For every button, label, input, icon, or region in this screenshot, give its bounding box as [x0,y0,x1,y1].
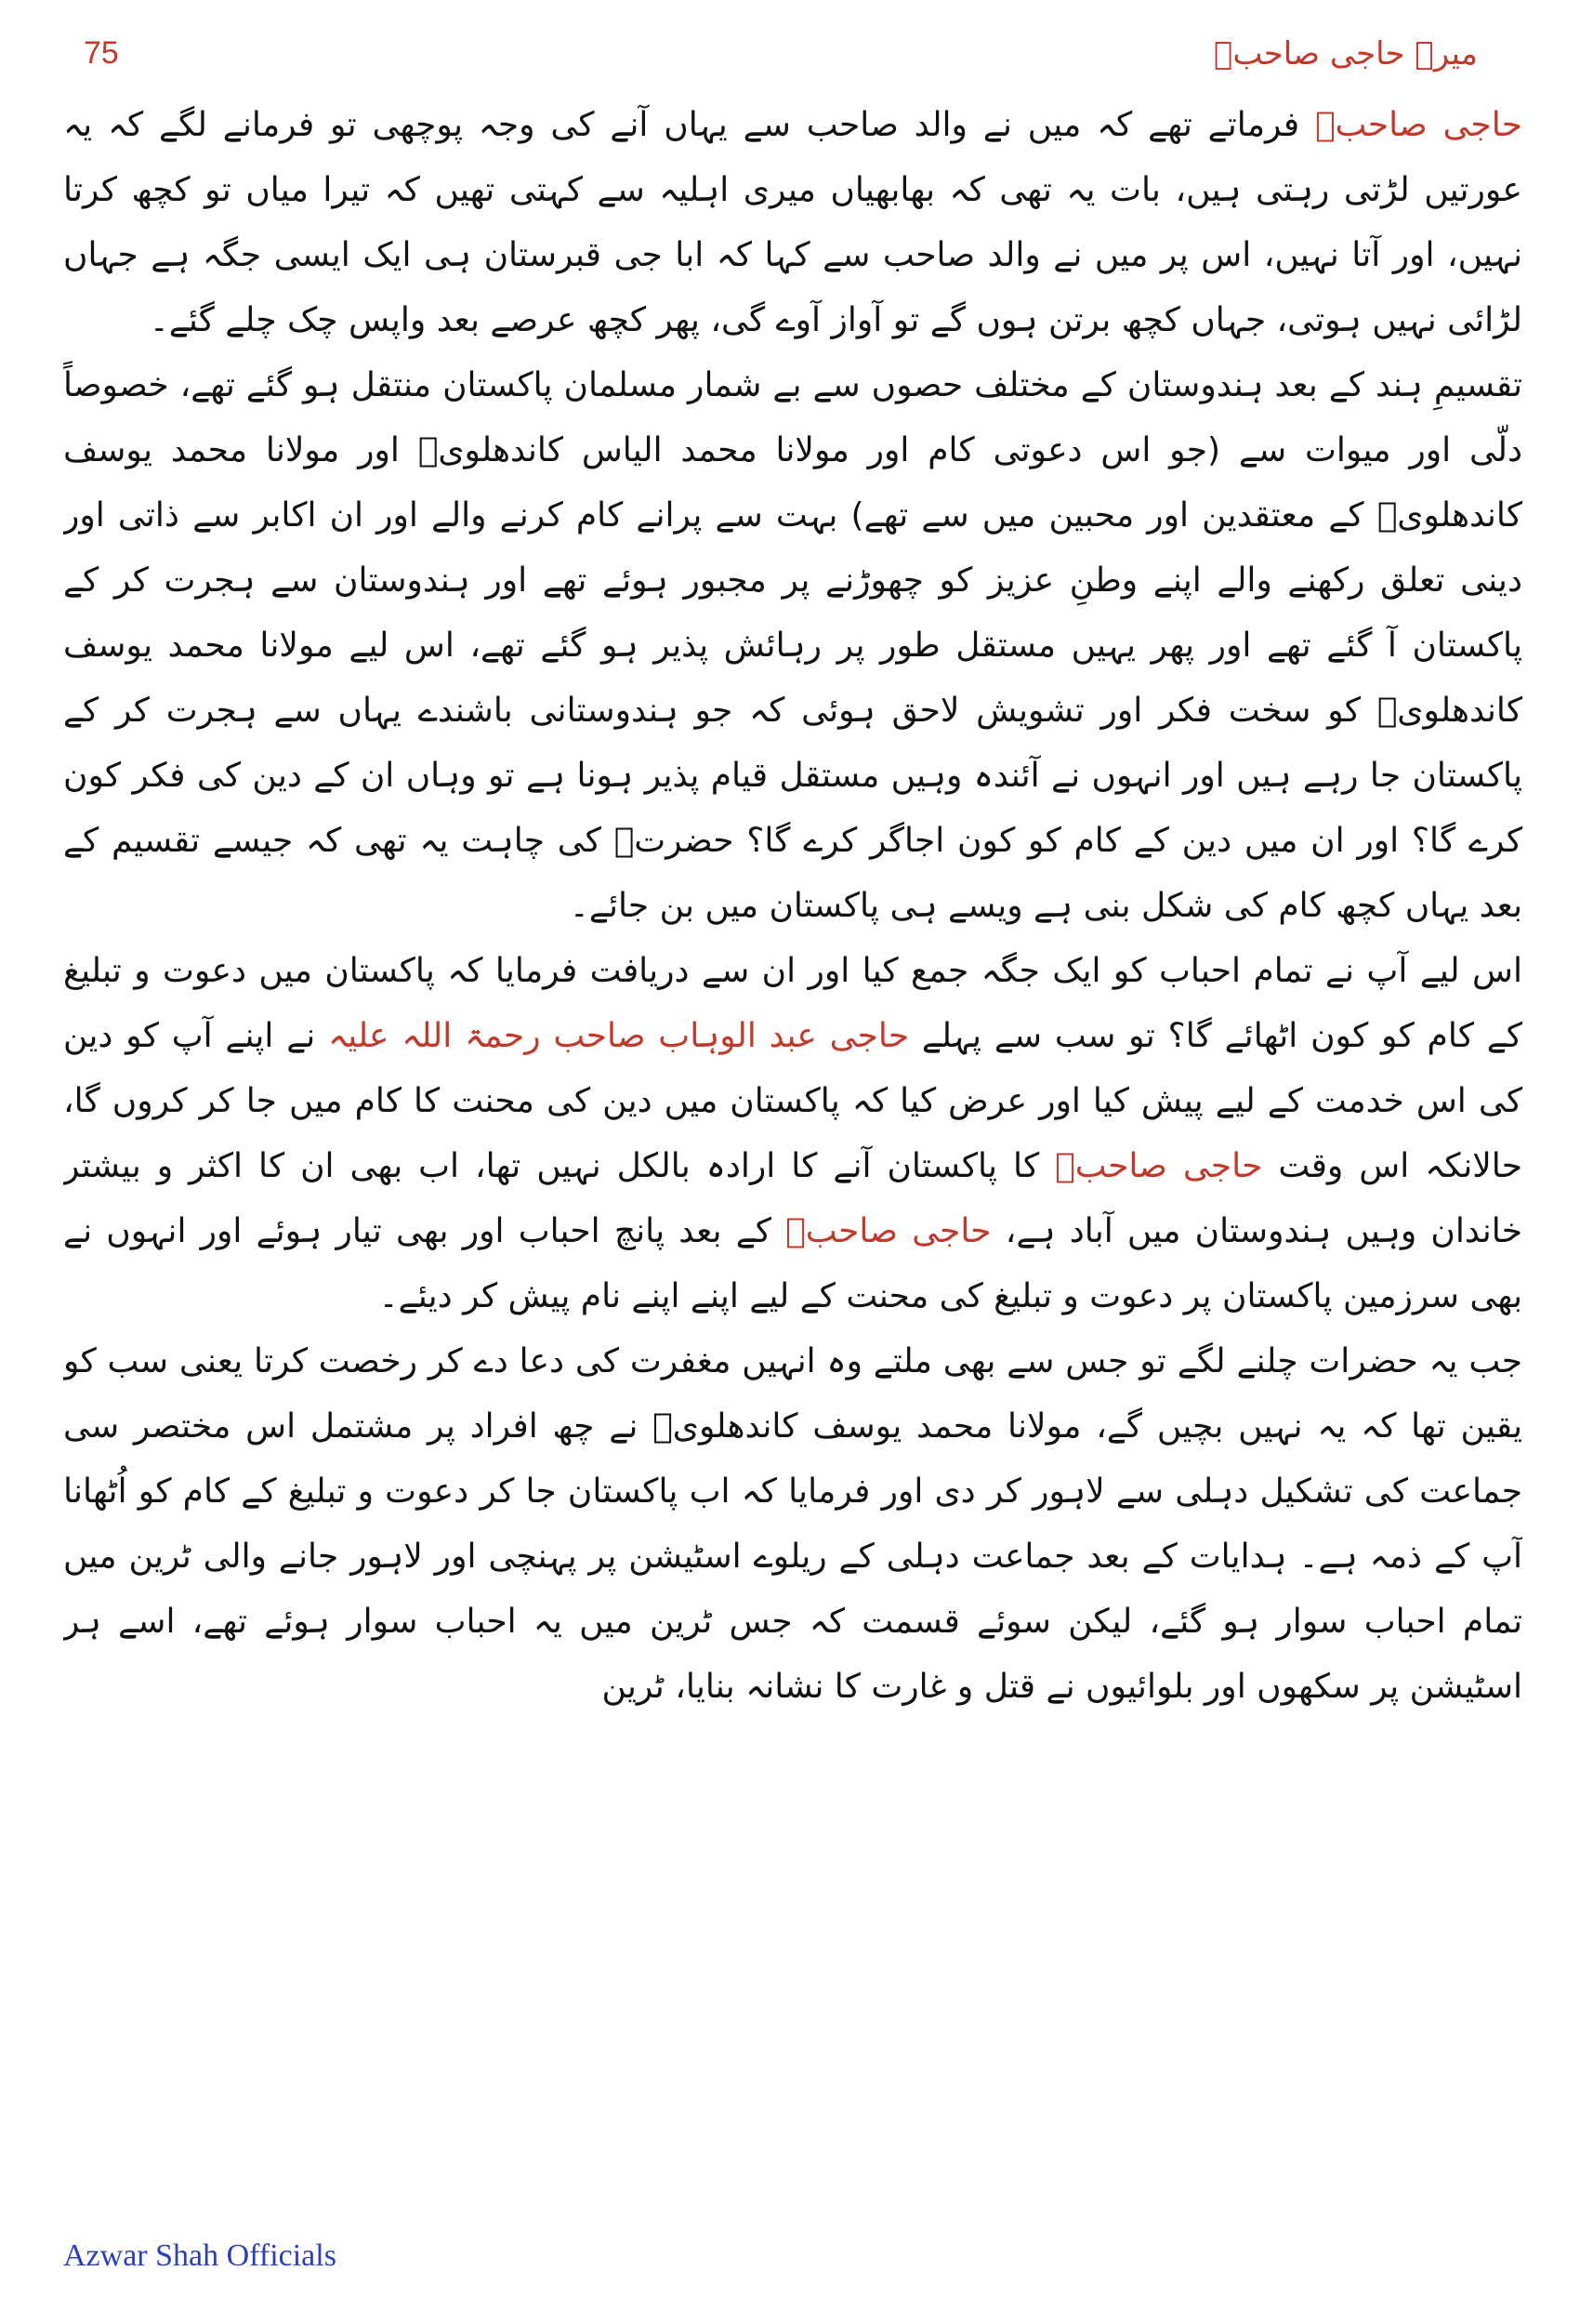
paragraph-text: جب یہ حضرات چلنے لگے تو جس سے بھی ملتے وہ انہیں مغفرت کی دعا دے کر رخصت کرتا یعنی سب کو یقین تھا کہ یہ نہیں بچیں گے، مولانا محمد یوسف کاندھلویؒ نے چھ افراد پر مشتمل اس مختصر سی جماعت کی تشکیل دہلی سے لاہور کر دی اور فرمایا کہ اب پاکستان جا کر دعوت و تبلیغ کے کام کو اُٹھانا آپ کے ذمہ ہے۔ ہدایات کے بعد جماعت دہلی کے ریلوے اسٹیشن پر پہنچی اور لاہور جانے والی ٹرین میں تمام احباب سوار ہو گئے، لیکن سوئے قسمت کہ جس ٹرین میں یہ احباب سوار ہوئے تھے، اسے ہر اسٹیشن پر سکھوں اور بلوائیوں نے قتل و غارت کا نشانہ بنایا، ٹرین [63,1342,1522,1706]
page-header [84,35,1478,91]
body-paragraph [63,939,1522,1329]
running-title: میرے حاجی صاحبؒ [1213,35,1478,73]
paragraph-text: تقسیمِ ہند کے بعد ہندوستان کے مختلف حصوں سے بے شمار مسلمان پاکستان منتقل ہو گئے تھے، خصوصاً دلّی اور میوات سے (جو اس دعوتی کام اور مولانا محمد الیاس کاندھلویؒ اور مولانا محمد یوسف کاندھلویؒ کے معتقدین اور محبین میں سے تھے) بہت سے پرانے کام کرنے والے اور ان اکابر سے ذاتی اور دینی تعلق رکھنے والے اپنے وطنِ عزیز کو چھوڑنے پر مجبور ہوئے تھے اور ہندوستان سے ہجرت کر کے پاکستان آ گئے تھے اور پھر یہیں مستقل طور پر رہائش پذیر ہو گئے تھے، اس لیے مولانا محمد یوسف کاندھلویؒ کو سخت فکر اور تشویش لاحق ہوئی کہ جو ہندوستانی باشندے یہاں سے ہجرت کر کے پاکستان جا رہے ہیں اور انہوں نے آئندہ وہیں مستقل قیام پذیر ہونا ہے تو وہاں ان کے دین کی فکر کون کرے گا؟ اور ان میں دین کے کام کو کون اجاگر کرے گا؟ حضرتؒ کی چاہت یہ تھی کہ جیسے تقسیم کے بعد یہاں کچھ کام کی شکل بنی ہے ویسے ہی پاکستان میں بن جائے۔ [63,366,1522,925]
highlighted-name: حاجی صاحبؒ [1055,1147,1263,1185]
body-paragraph [63,93,1522,353]
paragraph-text: نے اپنے آپ کو دین کی اس خدمت کے لیے پیش کیا اور عرض کیا کہ پاکستان میں دین کی محنت کا کام میں جا کر کروں گا، حالانکہ اس وقت [63,1017,1522,1185]
page-number: 75 [84,35,119,71]
highlighted-name: حاجی صاحبؒ [785,1212,992,1250]
page-body [63,93,1522,2194]
paragraph-text: اس لیے آپ نے تمام احباب کو ایک جگہ جمع کیا اور ان سے دریافت فرمایا کہ پاکستان میں دعوت و تبلیغ کے کام کو کون اٹھائے گا؟ تو سب سے پہلے [63,952,1522,1055]
body-paragraph [63,353,1522,939]
highlighted-name: حاجی صاحبؒ [1314,106,1522,144]
paragraph-text: کے بعد پانچ احباب اور بھی تیار ہوئے اور انہوں نے بھی سرزمین پاکستان پر دعوت و تبلیغ کی محنت کے لیے اپنے اپنے نام پیش کر دیئے۔ [63,1212,1522,1315]
paragraph-text: کا پاکستان آنے کا ارادہ بالکل نہیں تھا، اب بھی ان کا اکثر و بیشتر خاندان وہیں ہندوستان میں آباد ہے، [63,1147,1522,1250]
body-paragraph [63,1329,1522,1720]
footer-watermark: Azwar Shah Officials [63,2238,336,2273]
paragraph-text: فرماتے تھے کہ میں نے والد صاحب سے یہاں آنے کی وجہ پوچھی تو فرمانے لگے کہ یہ عورتیں لڑتی رہتی ہیں، بات یہ تھی کہ بھابھیاں میری اہلیہ سے کہتی تھیں کہ تیرا میاں تو کچھ کرتا نہیں، اور آتا نہیں، اس پر میں نے والد صاحب سے کہا کہ ابا جی قبرستان ہی ایک ایسی جگہ ہے جہاں لڑائی نہیں ہوتی، جہاں کچھ برتن ہوں گے تو آواز آوے گی، پھر کچھ عرصے بعد واپس چک چلے گئے۔ [63,106,1522,339]
highlighted-name: حاجی عبد الوہاب صاحب رحمۃ اللہ علیہ [328,1017,910,1055]
